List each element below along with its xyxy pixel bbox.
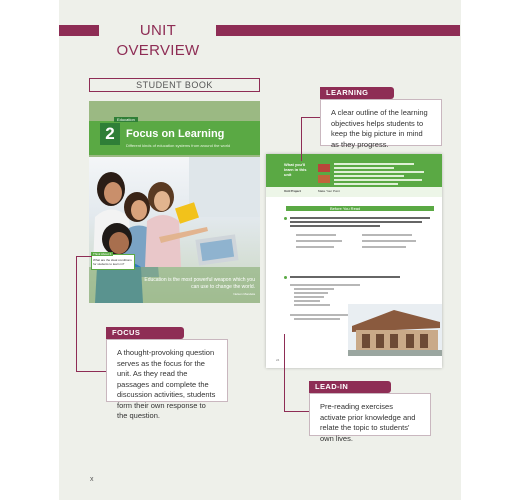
option-line (362, 234, 412, 236)
question-number-a (284, 217, 287, 220)
question-line (294, 292, 328, 294)
option-line (296, 240, 342, 242)
option-line (296, 246, 334, 248)
instruction-line (290, 217, 430, 219)
instruction-line (290, 221, 422, 223)
think-about-it-heading: Think About It (93, 252, 112, 256)
reading-thumbnail-1 (318, 164, 330, 172)
question-line (294, 300, 320, 302)
goal-line (334, 167, 394, 169)
school-building-photo (348, 304, 442, 356)
before-you-read-bar (286, 206, 434, 211)
inner-page-number: 24 (276, 358, 280, 362)
goal-line (334, 179, 422, 181)
learning-goals-connector (301, 117, 320, 118)
what-youll-learn-label: What you'll learn in this unit (284, 162, 307, 177)
cover-title: Focus on Learning (126, 128, 225, 140)
focus-question-heading: FOCUS (106, 327, 184, 339)
question-line (294, 318, 340, 320)
inner-page-thumbnail (266, 154, 442, 368)
learning-goals-heading: LEARNING (320, 87, 394, 99)
instruction-line (290, 276, 400, 278)
cover-subtitle: Different kinds of education systems from around the world (126, 143, 231, 148)
header-bar-left (59, 25, 99, 36)
book-cover (89, 101, 260, 303)
cover-quote-text: Education is the most powerful weapon which you can use to change the world. (144, 277, 255, 290)
question-line (290, 314, 352, 316)
header-bar-right (216, 25, 460, 36)
lead-in-activities-heading: LEAD-IN (309, 381, 391, 393)
cover-subject-tab: Education (114, 117, 138, 122)
instruction-line (290, 225, 380, 227)
option-line (362, 240, 416, 242)
folio-page-number: x (90, 476, 94, 483)
learning-goals-connector (301, 117, 302, 161)
goal-line (334, 183, 398, 185)
cover-unit-number: 2 (100, 123, 120, 145)
focus-question-connector (76, 371, 106, 372)
option-line (362, 246, 406, 248)
cover-quote (137, 277, 255, 298)
goal-line (334, 163, 414, 165)
question-line (294, 296, 324, 298)
page-title: UNIT OVERVIEW (116, 22, 200, 59)
lead-in-connector (284, 334, 285, 411)
lead-in-connector (284, 411, 309, 412)
focus-question-connector (76, 256, 77, 371)
student-book-label: STUDENT BOOK (89, 78, 260, 92)
goal-line (334, 171, 424, 173)
question-line (294, 304, 330, 306)
reading-thumbnail-2 (318, 175, 330, 183)
question-number-b (284, 276, 287, 279)
focus-question-text: A thought-provoking question serves as the focus for the unit. As they read the passages and complete the discussion activities, students form their own response to the question. (106, 339, 228, 402)
unit-project-text: Make Your Point (318, 189, 340, 193)
think-about-it-question: What are the ideal conditions for students to learn in? (93, 258, 132, 266)
unit-project-label: Unit Project (284, 189, 301, 193)
learning-goals-text: A clear outline of the learning objectives helps students to keep the big picture in mind as they progress. (320, 99, 442, 146)
before-you-read-heading: Before You Read (330, 206, 361, 211)
cover-quote-author: Nelson Mandela (233, 292, 255, 296)
focus-question-connector (76, 256, 92, 257)
question-line (294, 288, 334, 290)
goal-line (334, 175, 404, 177)
question-line (290, 284, 360, 286)
option-line (296, 234, 336, 236)
unit-project-row (266, 187, 442, 197)
lead-in-activities-text: Pre-reading exercises activate prior knowledge and relate the topic to students' own lives. (309, 393, 431, 436)
